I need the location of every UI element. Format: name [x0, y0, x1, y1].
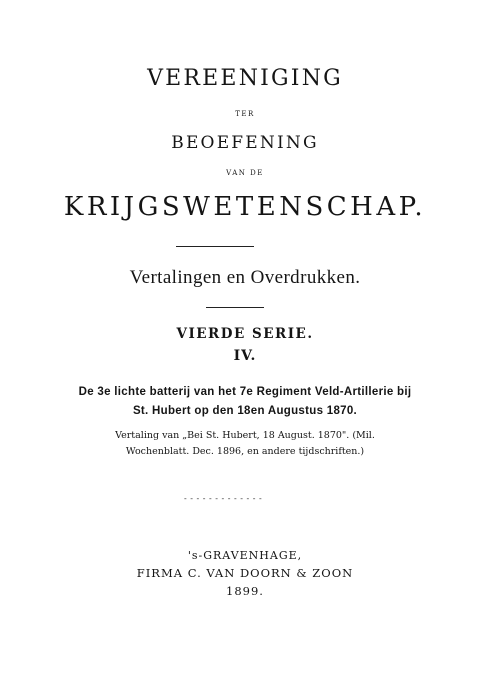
- society-name-line1: VEREENIGING: [147, 66, 343, 91]
- divider-rule: [176, 246, 254, 247]
- work-title-line1: De 3e lichte batterij van het 7e Regiment Veld-Artillerie bij: [78, 386, 412, 398]
- society-name-line4: VAN DE: [226, 169, 264, 177]
- series-label: VIERDE SERIE.: [176, 326, 314, 342]
- subtitle: Vertalingen en Overdrukken.: [129, 267, 361, 288]
- imprint-year: 1899.: [226, 584, 264, 598]
- society-name-line5: KRIJGSWETENSCHAP.: [63, 192, 427, 222]
- translation-note-line1: Vertaling van „Bei St. Hubert, 18 August. 1870". (Mil.: [115, 430, 375, 441]
- volume-number: IV.: [233, 348, 257, 364]
- society-name-line2: TER: [235, 110, 255, 118]
- translation-note-line2: Wochenblatt. Dec. 1896, en andere tijdschriften.): [125, 446, 365, 457]
- imprint-publisher: FIRMA C. VAN DOORN & ZOON: [136, 566, 354, 580]
- ornament-dots: - - - - - - - - - - - - -: [184, 494, 263, 503]
- imprint-place: 's-GRAVENHAGE,: [187, 549, 303, 562]
- society-name-line3: BEOEFENING: [171, 133, 319, 153]
- work-title-line2: St. Hubert op den 18en Augustus 1870.: [132, 405, 358, 417]
- divider-rule: [206, 307, 264, 308]
